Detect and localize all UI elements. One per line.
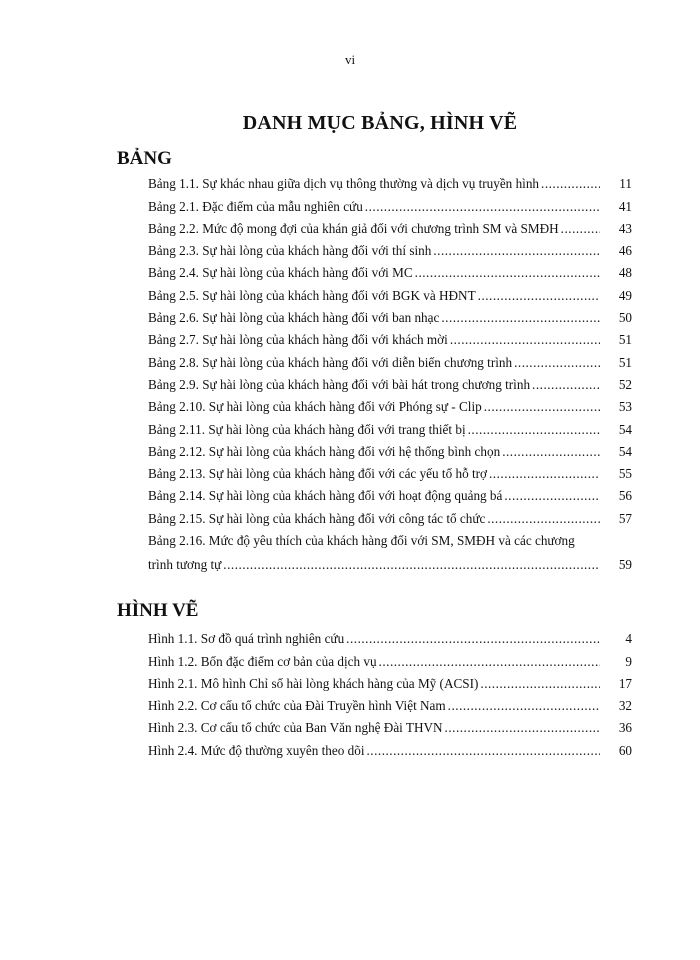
dot-leader [415,265,600,281]
entry-page: 32 [618,698,632,714]
dot-leader [448,698,600,714]
dot-leader [502,444,600,460]
entry-label-line1: Bảng 2.16. Mức độ yêu thích của khách hàng đối với SM, SMĐH và các chương [148,533,575,549]
list-item[interactable] [148,371,632,393]
entry-label: Bảng 1.1. Sự khác nhau giữa dịch vụ thông thường và dịch vụ truyền hình [148,176,540,192]
entry-page: 49 [618,287,632,303]
entry-label: Hình 2.3. Cơ cấu tổ chức của Ban Văn nghệ Đài THVN [148,720,443,736]
figures-heading: HÌNH VẼ [117,600,199,621]
entry-label: Bảng 2.11. Sự hài lòng của khách hàng đối với trang thiết bị [148,421,466,437]
entry-label: Bảng 2.14. Sự hài lòng của khách hàng đối với hoạt động quảng bá [148,488,503,504]
entry-label: Bảng 2.9. Sự hài lòng của khách hàng đối với bài hát trong chương trình [148,376,531,392]
dot-leader [480,676,600,692]
dot-leader [379,654,600,670]
list-item[interactable] [148,259,632,281]
list-item[interactable] [148,237,632,259]
dot-leader [561,221,600,237]
list-item[interactable] [148,714,632,736]
entry-page: 51 [618,354,632,370]
list-item[interactable] [148,736,632,758]
list-item[interactable] [148,192,632,214]
entry-label: Bảng 2.7. Sự hài lòng của khách hàng đối với khách mời [148,332,448,348]
dot-leader [433,243,600,259]
list-item[interactable] [148,415,632,437]
dot-leader [514,355,600,371]
entry-page: 56 [618,488,632,504]
entry-label: Hình 2.2. Cơ cấu tổ chức của Đài Truyền hình Việt Nam [148,698,446,714]
dot-leader [346,631,600,647]
entry-label: Hình 1.1. Sơ đồ quá trình nghiên cứu [148,631,345,647]
entry-label: Bảng 2.8. Sự hài lòng của khách hàng đối với diễn biến chương trình [148,354,513,370]
dot-leader [223,557,600,573]
tables-heading: BẢNG [117,148,172,169]
dot-leader [365,199,600,215]
entry-label: Hình 1.2. Bốn đặc điểm cơ bản của dịch vụ [148,653,377,669]
entry-label: Bảng 2.3. Sự hài lòng của khách hàng đối với thí sinh [148,243,432,259]
entry-page: 54 [618,421,632,437]
entry-label: Bảng 2.15. Sự hài lòng của khách hàng đối với công tác tổ chức [148,510,486,526]
entry-page: 43 [618,220,632,236]
list-item[interactable] [148,527,632,573]
entry-page: 36 [618,720,632,736]
entry-page: 53 [618,399,632,415]
dot-leader [541,176,600,192]
list-item[interactable] [148,393,632,415]
entry-page: 41 [618,198,632,214]
tables-list [148,170,632,573]
list-item[interactable] [148,438,632,460]
dot-leader [367,743,601,759]
dot-leader [445,720,600,736]
entry-page: 60 [618,742,632,758]
entry-page: 52 [618,376,632,392]
dot-leader [484,399,600,415]
entry-label: Bảng 2.2. Mức độ mong đợi của khán giả đối với chương trình SM và SMĐH [148,220,559,236]
entry-label: Bảng 2.4. Sự hài lòng của khách hàng đối với MC [148,265,413,281]
list-item[interactable] [148,482,632,504]
list-item[interactable] [148,692,632,714]
entry-label: Bảng 2.13. Sự hài lòng của khách hàng đối với các yếu tố hỗ trợ [148,466,487,482]
list-item[interactable] [148,504,632,526]
entry-page: 59 [618,557,632,573]
entry-page: 51 [618,332,632,348]
list-item[interactable] [148,304,632,326]
entry-label: Bảng 2.10. Sự hài lòng của khách hàng đối với Phóng sự - Clip [148,399,482,415]
dot-leader [468,422,600,438]
list-item[interactable] [148,281,632,303]
figures-list [148,625,632,759]
dot-leader [441,310,600,326]
dot-leader [504,488,600,504]
entry-page: 54 [618,443,632,459]
dot-leader [487,511,600,527]
dot-leader [450,332,600,348]
entry-label: Bảng 2.5. Sự hài lòng của khách hàng đối với BGK và HĐNT [148,287,476,303]
list-item[interactable] [148,348,632,370]
entry-label: Hình 2.4. Mức độ thường xuyên theo dõi [148,742,365,758]
list-item[interactable] [148,170,632,192]
entry-page: 9 [625,653,632,669]
entry-label: Bảng 2.6. Sự hài lòng của khách hàng đối với ban nhạc [148,310,440,326]
entry-label-line2: trình tương tự [148,557,222,573]
entry-label: Hình 2.1. Mô hình Chỉ số hài lòng khách hàng của Mỹ (ACSI) [148,675,479,691]
entry-page: 46 [618,243,632,259]
entry-page: 48 [618,265,632,281]
list-item[interactable] [148,460,632,482]
entry-label: Bảng 2.1. Đặc điểm của mẫu nghiên cứu [148,198,363,214]
entry-page: 55 [618,466,632,482]
entry-label: Bảng 2.12. Sự hài lòng của khách hàng đối với hệ thống bình chọn [148,443,501,459]
page-title: DANH MỤC BẢNG, HÌNH VẼ [242,112,518,134]
entry-page: 50 [618,310,632,326]
dot-leader [489,466,600,482]
dot-leader [532,377,600,393]
list-item[interactable] [148,625,632,647]
list-item[interactable] [148,326,632,348]
entry-page: 4 [625,631,632,647]
list-item[interactable] [148,670,632,692]
list-item[interactable] [148,647,632,669]
entry-page: 17 [618,675,632,691]
entry-page: 57 [618,510,632,526]
list-item[interactable] [148,215,632,237]
page-number: vi [344,52,356,67]
entry-page: 11 [619,176,632,192]
dot-leader [478,288,600,304]
